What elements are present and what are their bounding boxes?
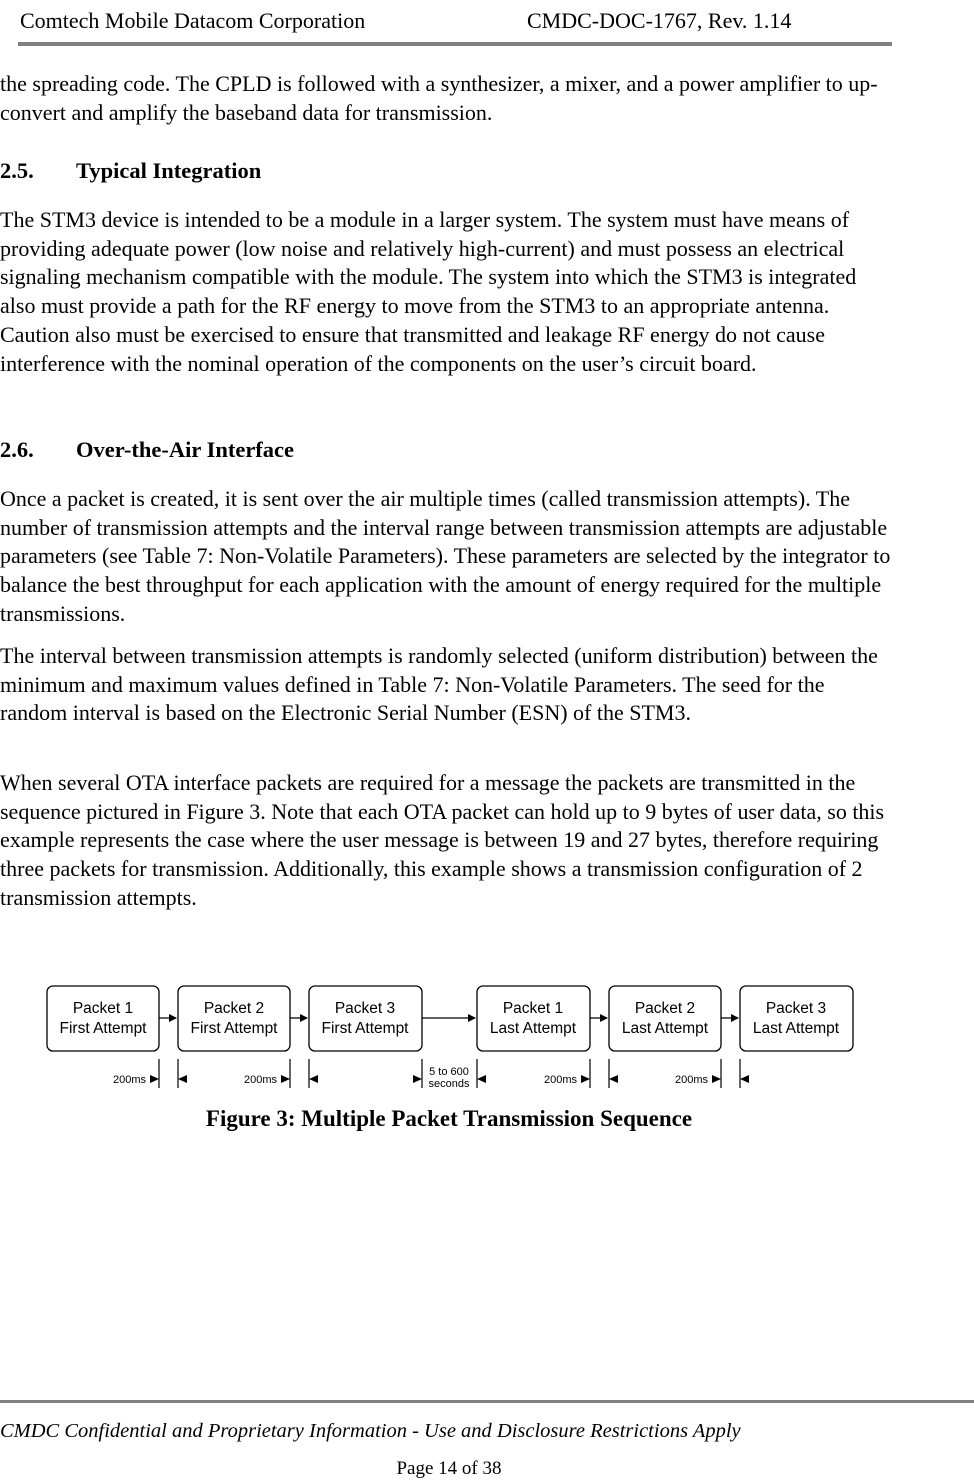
packet-label: Packet 1 — [502, 1000, 564, 1017]
header-doc-id: CMDC-DOC-1767, Rev. 1.14 — [527, 8, 792, 33]
packet-box — [178, 986, 290, 1051]
interval-label: 200ms — [543, 1074, 577, 1086]
ota-paragraph-3: When several OTA interface packets are required for a message the packets are transmitted in the sequence pictured in Figure 3. Note that each OTA packet can hold up to 9 bytes of user data, so this example represents the case where the user message is between 19 and 27 bytes, therefore requiring three packets for transmission. Additionally, this example shows a transmission configuration of 2 transmission attempts. — [0, 770, 885, 910]
section-title: Over-the-Air Interface — [76, 437, 295, 462]
section-heading-2-5 — [0, 158, 261, 184]
packet-label: Packet 2 — [634, 1000, 696, 1017]
interval-label: seconds — [428, 1078, 470, 1090]
section-number: 2.5. — [0, 158, 34, 183]
attempt-label: Last Attempt — [489, 1020, 577, 1037]
packet-box — [309, 986, 422, 1051]
packet-label: Packet 2 — [203, 1000, 265, 1017]
section-title: Typical Integration — [76, 158, 262, 183]
packet-label: Packet 3 — [765, 1000, 827, 1017]
packet-label: Packet 1 — [72, 1000, 134, 1017]
ota-paragraph-2: The interval between transmission attempts is randomly selected (uniform distribution) between the minimum and maximum values defined in Table 7: Non-Volatile Parameters. The seed for the random interval is based on the Electronic Serial Number (ESN) of the STM3. — [0, 643, 878, 726]
section-number: 2.6. — [0, 437, 34, 462]
header-company: Comtech Mobile Datacom Corporation — [20, 8, 366, 33]
packet-label: Packet 3 — [334, 1000, 396, 1017]
footer-rule — [0, 1400, 974, 1403]
interval-label: 5 to 600 — [429, 1066, 469, 1078]
interval-label: 200ms — [674, 1074, 708, 1086]
footer-notice: CMDC Confidential and Proprietary Information - Use and Disclosure Restrictions Apply — [0, 1420, 741, 1442]
attempt-label: Last Attempt — [621, 1020, 709, 1037]
section-heading-2-6 — [0, 437, 294, 463]
ota-paragraph-1: Once a packet is created, it is sent over the air multiple times (called transmission attempts). The number of transmission attempts and the interval range between transmission attempts are adjustable parameters (see Table 7: Non-Volatile Parameters). These parameters are selected by the integrator to balance the best throughput for each application with the amount of energy required for the multiple transmissions. — [0, 486, 891, 626]
page-number: Page 14 of 38 — [396, 1458, 502, 1479]
attempt-label: First Attempt — [321, 1020, 409, 1037]
typical-integration-paragraph: The STM3 device is intended to be a module in a larger system. The system must have means of providing adequate power (low noise and relatively high-current) and must possess an electrical signaling mechanism compatible with the module. The system into which the STM3 is integrated also must provide a path for the RF energy to move from the STM3 to an appropriate antenna. Caution also must be exercised to ensure that transmitted and leakage RF energy do not cause interference with the nominal operation of the components on the user’s circuit board. — [0, 207, 857, 376]
attempt-label: Last Attempt — [752, 1020, 840, 1037]
attempt-label: First Attempt — [59, 1020, 147, 1037]
interval-label: 200ms — [112, 1074, 146, 1086]
intro-paragraph: the spreading code. The CPLD is followed with a synthesizer, a mixer, and a power amplifier to up-convert and amplify the baseband data for transmission. — [0, 71, 878, 125]
interval-label: 200ms — [243, 1074, 277, 1086]
packet-box — [609, 986, 721, 1051]
packet-box — [740, 986, 853, 1051]
figure-caption: Figure 3: Multiple Packet Transmission Sequence — [205, 1106, 693, 1131]
packet-sequence-figure — [40, 975, 860, 1100]
packet-box — [477, 986, 590, 1051]
packet-box — [47, 986, 159, 1051]
attempt-label: First Attempt — [190, 1020, 278, 1037]
header-rule — [18, 42, 892, 46]
